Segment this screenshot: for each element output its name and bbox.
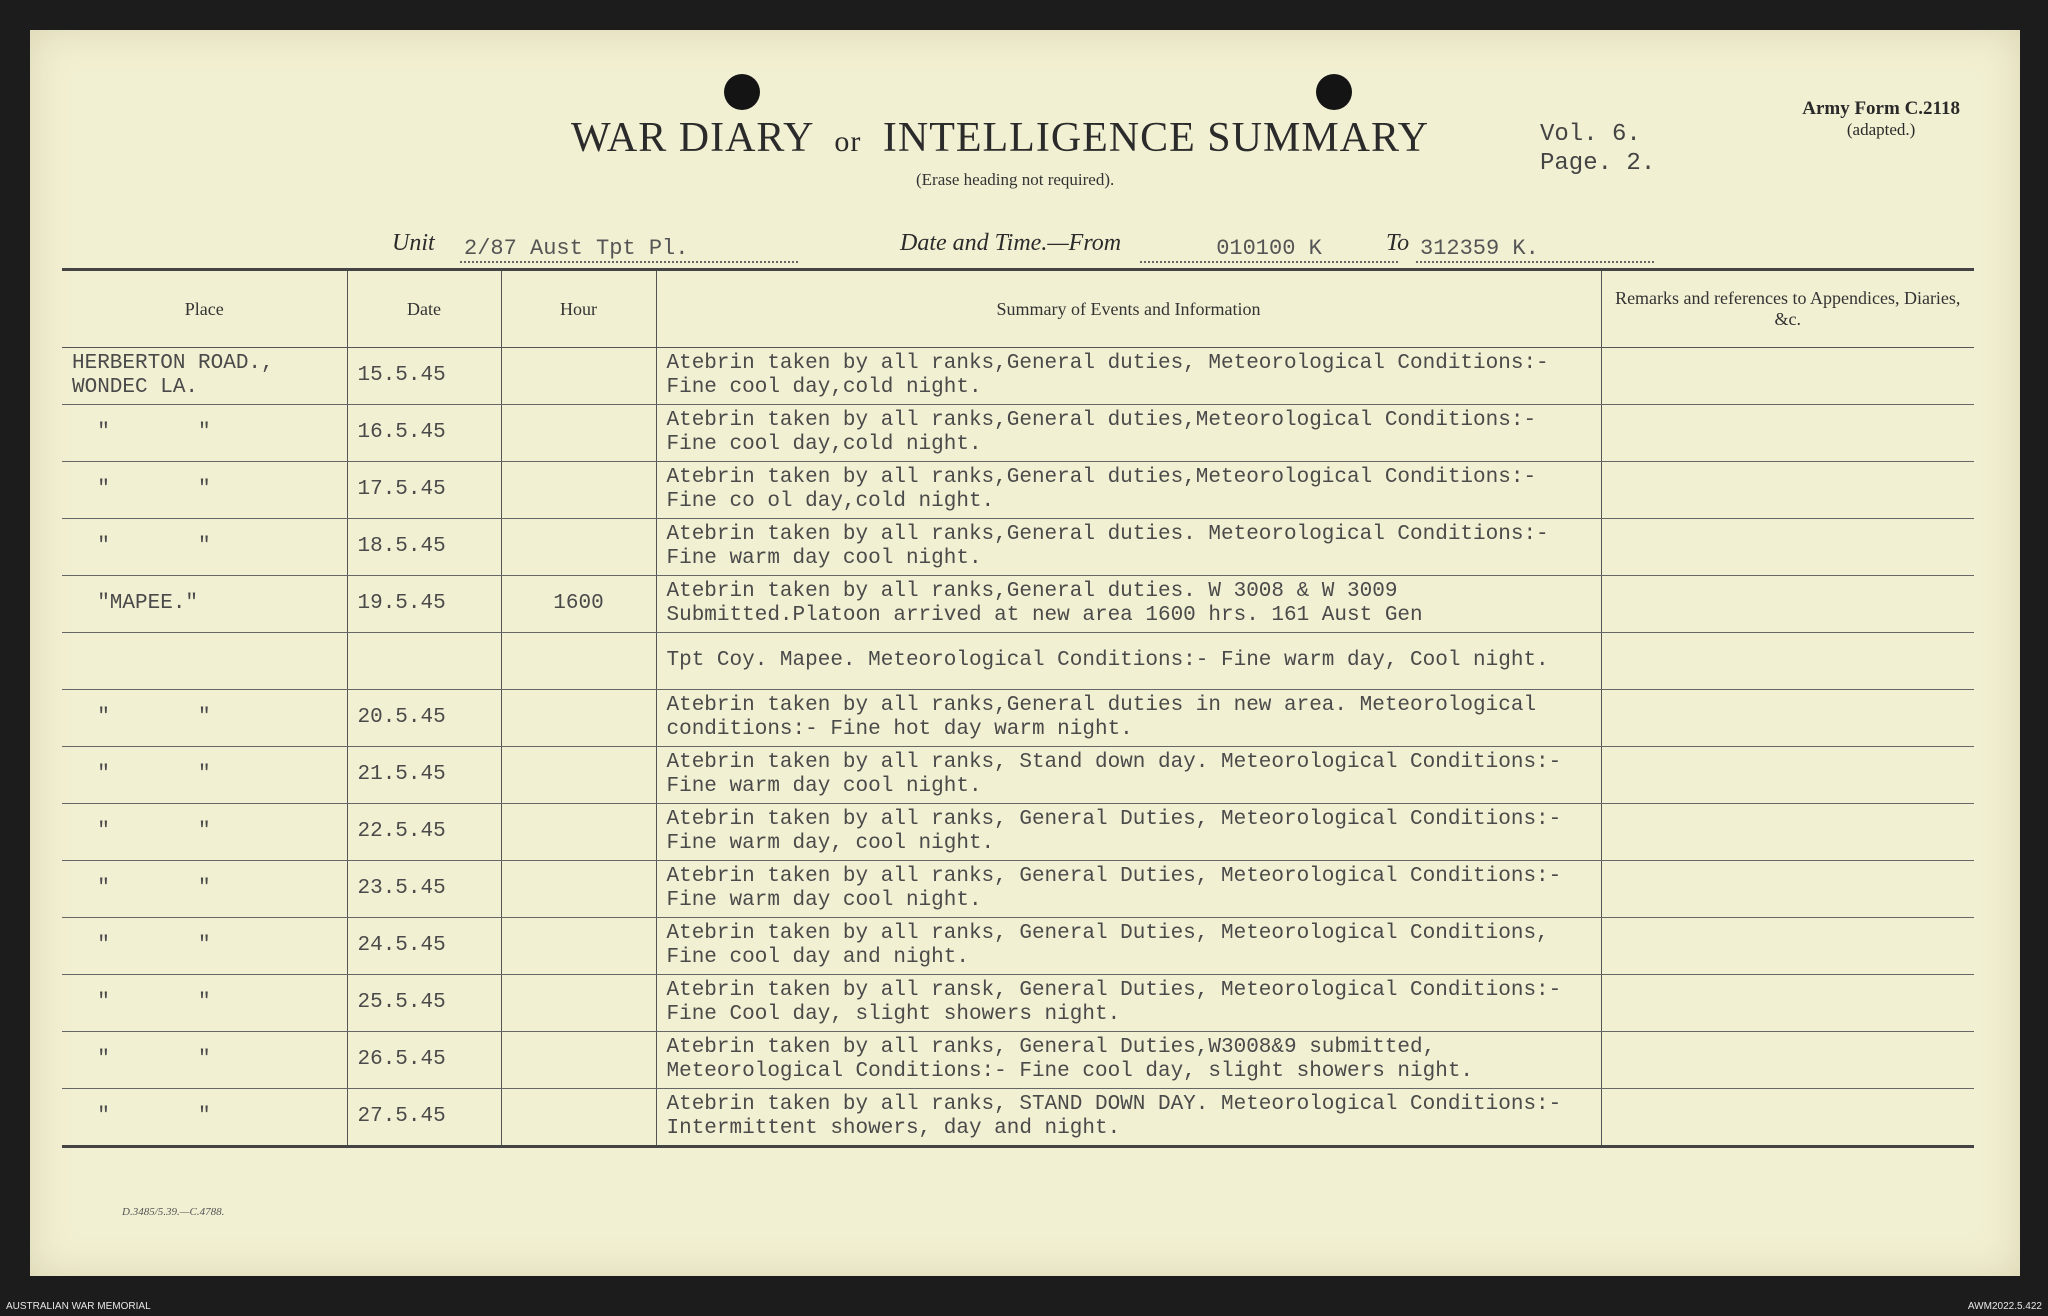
hour-cell: [501, 861, 656, 918]
table-row: [62, 975, 1974, 1032]
form-title: [30, 114, 2020, 162]
to-value: 312359 K.: [1416, 236, 1654, 263]
unit-label: Unit: [392, 230, 435, 256]
date-cell: 19.5.45: [347, 576, 501, 633]
remarks-cell: [1601, 918, 1974, 975]
summary-cell: Atebrin taken by all ranks, STAND DOWN DAY. Meteorological Conditions:- Intermittent showers, day and night.: [656, 1089, 1601, 1147]
summary-cell: Atebrin taken by all ranks,General duties. W 3008 & W 3009 Submitted.Platoon arrived at new area 1600 hrs. 161 Aust Gen: [656, 576, 1601, 633]
remarks-cell: [1601, 405, 1974, 462]
summary-cell: Tpt Coy. Mapee. Meteorological Conditions:- Fine warm day, Cool night.: [656, 633, 1601, 690]
remarks-cell: [1601, 1032, 1974, 1089]
table-header-row: [62, 270, 1974, 348]
remarks-cell: [1601, 519, 1974, 576]
date-cell: 27.5.45: [347, 1089, 501, 1147]
date-cell: 20.5.45: [347, 690, 501, 747]
remarks-cell: [1601, 975, 1974, 1032]
header-hour: Hour: [501, 270, 656, 348]
header-date: Date: [347, 270, 501, 348]
remarks-cell: [1601, 1089, 1974, 1147]
summary-cell: Atebrin taken by all ranks, Stand down day. Meteorological Conditions:- Fine warm day cool night.: [656, 747, 1601, 804]
summary-cell: Atebrin taken by all ranks,General duties,Meteorological Conditions:- Fine cool day,cold night.: [656, 405, 1601, 462]
place-cell: "MAPEE.": [62, 576, 347, 633]
date-cell: 15.5.45: [347, 348, 501, 405]
remarks-cell: [1601, 348, 1974, 405]
from-value: 010100 K: [1140, 236, 1398, 263]
date-cell: 25.5.45: [347, 975, 501, 1032]
table-row: [62, 861, 1974, 918]
army-form-number: Army Form C.2118: [1802, 98, 1960, 119]
summary-cell: Atebrin taken by all ranks,General duties, Meteorological Conditions:- Fine cool day,cold night.: [656, 348, 1601, 405]
summary-cell: Atebrin taken by all ransk, General Duties, Meteorological Conditions:- Fine Cool day, slight showers night.: [656, 975, 1601, 1032]
hour-cell: [501, 747, 656, 804]
title-or: or: [834, 125, 862, 158]
volume-page: [1540, 120, 1655, 178]
table-row: [62, 633, 1974, 690]
hour-cell: [501, 462, 656, 519]
hour-cell: [501, 633, 656, 690]
army-form-id: [1802, 98, 1960, 140]
archive-strip: [0, 1296, 2048, 1316]
place-cell: " ": [62, 975, 347, 1032]
summary-cell: Atebrin taken by all ranks, General Duties, Meteorological Conditions:- Fine warm day, cool night.: [656, 804, 1601, 861]
remarks-cell: [1601, 576, 1974, 633]
remarks-cell: [1601, 690, 1974, 747]
table-row: [62, 690, 1974, 747]
header-summary: Summary of Events and Information: [656, 270, 1601, 348]
title-main: WAR DIARY: [570, 115, 813, 161]
date-cell: [347, 633, 501, 690]
summary-cell: Atebrin taken by all ranks, General Duties, Meteorological Conditions:- Fine warm day cool night.: [656, 861, 1601, 918]
date-cell: 24.5.45: [347, 918, 501, 975]
date-cell: 21.5.45: [347, 747, 501, 804]
hour-cell: [501, 519, 656, 576]
title-second: INTELLIGENCE SUMMARY: [882, 115, 1430, 161]
volume-number: Vol. 6.: [1540, 121, 1641, 148]
header-place: Place: [62, 270, 347, 348]
hour-cell: 1600: [501, 576, 656, 633]
hour-cell: [501, 690, 656, 747]
table-row: [62, 405, 1974, 462]
date-time-label: Date and Time.—From: [900, 230, 1122, 256]
place-cell: " ": [62, 405, 347, 462]
diary-sheet: [30, 30, 2020, 1276]
place-cell: " ": [62, 462, 347, 519]
table-row: [62, 747, 1974, 804]
diary-table: [62, 268, 1974, 1148]
place-cell: " ": [62, 747, 347, 804]
place-cell: " ": [62, 861, 347, 918]
table-row: [62, 918, 1974, 975]
hour-cell: [501, 1032, 656, 1089]
table-row: [62, 1089, 1974, 1147]
date-cell: 17.5.45: [347, 462, 501, 519]
unit-value: 2/87 Aust Tpt Pl.: [460, 236, 798, 263]
form-print-code: D.3485/5.39.—C.4788.: [122, 1206, 225, 1218]
remarks-cell: [1601, 861, 1974, 918]
table-row: [62, 348, 1974, 405]
army-form-adapted: (adapted.): [1846, 120, 1916, 139]
remarks-cell: [1601, 804, 1974, 861]
summary-cell: Atebrin taken by all ranks,General duties. Meteorological Conditions:- Fine warm day cool night.: [656, 519, 1601, 576]
date-cell: 18.5.45: [347, 519, 501, 576]
summary-cell: Atebrin taken by all ranks, General Duties,W3008&9 submitted, Meteorological Conditions:- Fine cool day, slight showers night.: [656, 1032, 1601, 1089]
summary-cell: Atebrin taken by all ranks,General duties in new area. Meteorological conditions:- Fine hot day warm night.: [656, 690, 1601, 747]
summary-cell: Atebrin taken by all ranks,General duties,Meteorological Conditions:- Fine co ol day,cold night.: [656, 462, 1601, 519]
hour-cell: [501, 975, 656, 1032]
date-cell: 26.5.45: [347, 1032, 501, 1089]
table-row: [62, 519, 1974, 576]
summary-cell: Atebrin taken by all ranks, General Duties, Meteorological Conditions, Fine cool day and night.: [656, 918, 1601, 975]
place-cell: " ": [62, 804, 347, 861]
place-cell: " ": [62, 1032, 347, 1089]
remarks-cell: [1601, 462, 1974, 519]
remarks-cell: [1601, 633, 1974, 690]
erase-note: (Erase heading not required).: [916, 170, 1115, 189]
punch-hole: [1316, 74, 1352, 110]
hour-cell: [501, 804, 656, 861]
hour-cell: [501, 918, 656, 975]
to-label: To: [1386, 230, 1410, 256]
table-row: [62, 804, 1974, 861]
table-row: [62, 462, 1974, 519]
remarks-cell: [1601, 747, 1974, 804]
hour-cell: [501, 348, 656, 405]
hour-cell: [501, 1089, 656, 1147]
punch-hole: [724, 74, 760, 110]
place-cell: " ": [62, 690, 347, 747]
hour-cell: [501, 405, 656, 462]
date-cell: 16.5.45: [347, 405, 501, 462]
place-cell: " ": [62, 1089, 347, 1147]
place-cell: HERBERTON ROAD., WONDEC LA.: [62, 348, 347, 405]
place-cell: [62, 633, 347, 690]
header-remarks: Remarks and references to Appendices, Diaries, &c.: [1601, 270, 1974, 348]
place-cell: " ": [62, 519, 347, 576]
table-row: [62, 1032, 1974, 1089]
table-row: [62, 576, 1974, 633]
date-cell: 23.5.45: [347, 861, 501, 918]
archive-institution: AUSTRALIAN WAR MEMORIAL: [6, 1301, 151, 1312]
date-cell: 22.5.45: [347, 804, 501, 861]
archive-reference: AWM2022.5.422: [1967, 1301, 2042, 1312]
page-number: Page. 2.: [1540, 150, 1656, 177]
place-cell: " ": [62, 918, 347, 975]
